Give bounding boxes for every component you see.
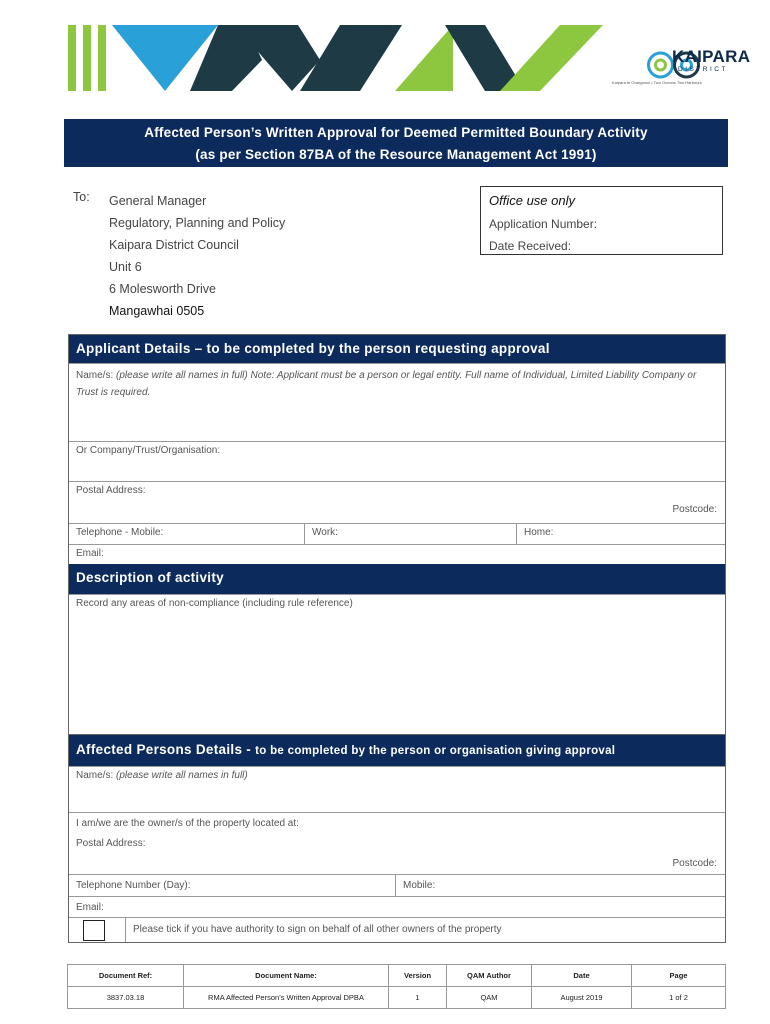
recipient-address xyxy=(109,190,285,322)
applicant-names-field[interactable] xyxy=(69,363,725,441)
address-line: General Manager xyxy=(109,194,207,208)
affected-persons-section xyxy=(68,735,726,943)
table-cell: 1 of 2 xyxy=(632,987,726,1009)
affected-mobile-field[interactable] xyxy=(395,875,725,896)
description-field[interactable] xyxy=(69,594,725,735)
table-cell: RMA Affected Person’s Written Approval DPBA xyxy=(184,987,389,1009)
table-cell: 1 xyxy=(389,987,447,1009)
applicant-postal-label: Postal Address: xyxy=(76,485,146,496)
address-line: 6 Molesworth Drive xyxy=(109,282,216,296)
document-reference-table xyxy=(67,964,726,1009)
affected-names-label: Name/s: xyxy=(76,770,117,781)
affected-persons-heading-main: Affected Persons Details - xyxy=(76,742,256,757)
applicant-postcode-label: Postcode: xyxy=(672,504,717,515)
applicant-company-label: Or Company/Trust/Organisation: xyxy=(76,445,221,456)
affected-postcode-label: Postcode: xyxy=(672,858,717,869)
office-use-title: Office use only xyxy=(489,193,575,208)
applicant-details-heading: Applicant Details – to be completed by the person requesting approval xyxy=(69,335,725,363)
applicant-mobile-label: Telephone - Mobile: xyxy=(76,527,164,538)
logo-subtitle: DISTRICT xyxy=(678,66,728,73)
affected-postal-label: Postal Address: xyxy=(76,838,146,849)
address-line: Unit 6 xyxy=(109,260,142,274)
banner-lime-shape-2 xyxy=(500,25,603,91)
table-header-cell: QAM Author xyxy=(447,965,532,987)
applicant-names-note: (please write all names in full) Note: Applicant must be a person or legal entity. Full name of Individual, Limited Liability Company or Trust is required. xyxy=(76,370,697,398)
affected-phone-row xyxy=(69,874,725,896)
affected-phone-day-field[interactable] xyxy=(69,875,395,896)
applicant-postal-field[interactable] xyxy=(69,481,725,523)
logo-tagline: Kaipara te Oranganui • Two Oceans Two Harbours xyxy=(612,80,702,85)
affected-mobile-label: Mobile: xyxy=(403,880,436,891)
authority-tick-row xyxy=(69,917,725,942)
form-title xyxy=(64,119,728,167)
table-cell: QAM xyxy=(447,987,532,1009)
table-header-cell: Version xyxy=(389,965,447,987)
applicant-mobile-field[interactable] xyxy=(69,524,304,544)
form-title-line1: Affected Person’s Written Approval for Deemed Permitted Boundary Activity xyxy=(144,125,648,140)
applicant-home-field[interactable] xyxy=(516,524,725,544)
table-header-row xyxy=(68,965,726,987)
applicant-company-field[interactable] xyxy=(69,441,725,481)
applicant-email-field[interactable] xyxy=(69,544,725,565)
description-section xyxy=(68,564,726,735)
affected-persons-heading xyxy=(69,735,725,766)
affected-property-field[interactable] xyxy=(69,812,725,874)
logo-name: KAIPARA xyxy=(672,47,751,66)
description-heading: Description of activity xyxy=(69,564,725,594)
table-cell: 3837.03.18 xyxy=(68,987,184,1009)
affected-email-label: Email: xyxy=(76,902,104,913)
table-header-cell: Document Name: xyxy=(184,965,389,987)
affected-names-note: (please write all names in full) xyxy=(116,770,248,781)
affected-owner-label: I am/we are the owner/s of the property located at: xyxy=(76,818,299,829)
applicant-work-label: Work: xyxy=(312,527,338,538)
address-line: Kaipara District Council xyxy=(109,238,239,252)
application-number-label: Application Number: xyxy=(489,217,598,231)
authority-tick-text: Please tick if you have authority to sign on behalf of all other owners of the property xyxy=(125,918,725,942)
applicant-email-label: Email: xyxy=(76,548,104,559)
applicant-details-section xyxy=(68,334,726,566)
description-prompt: Record any areas of non-compliance (including rule reference) xyxy=(76,598,353,609)
applicant-home-label: Home: xyxy=(524,527,554,538)
affected-persons-heading-sub: to be completed by the person or organisation giving approval xyxy=(255,745,616,757)
address-line: Regulatory, Planning and Policy xyxy=(109,216,286,230)
banner-stripe-1 xyxy=(68,25,76,91)
to-label: To: xyxy=(73,190,90,204)
affected-names-field[interactable] xyxy=(69,766,725,812)
applicant-work-field[interactable] xyxy=(304,524,516,544)
table-cell: August 2019 xyxy=(532,987,632,1009)
authority-checkbox[interactable] xyxy=(83,920,105,941)
table-header-cell: Page xyxy=(632,965,726,987)
applicant-names-label: Name/s: xyxy=(76,370,117,381)
banner-lime-triangle-1 xyxy=(395,25,453,91)
authority-checkbox-cell xyxy=(69,918,125,942)
address-line: Mangawhai 0505 xyxy=(109,304,205,318)
applicant-phone-row xyxy=(69,523,725,544)
affected-email-field[interactable] xyxy=(69,896,725,917)
banner-stripe-3 xyxy=(98,25,106,91)
affected-phone-day-label: Telephone Number (Day): xyxy=(76,880,191,891)
table-header-cell: Date xyxy=(532,965,632,987)
office-use-box xyxy=(480,186,723,255)
table-header-cell: Document Ref: xyxy=(68,965,184,987)
form-title-line2: (as per Section 87BA of the Resource Management Act 1991) xyxy=(195,147,597,162)
table-row xyxy=(68,987,726,1009)
banner-stripe-2 xyxy=(83,25,91,91)
date-received-label: Date Received: xyxy=(489,239,572,253)
